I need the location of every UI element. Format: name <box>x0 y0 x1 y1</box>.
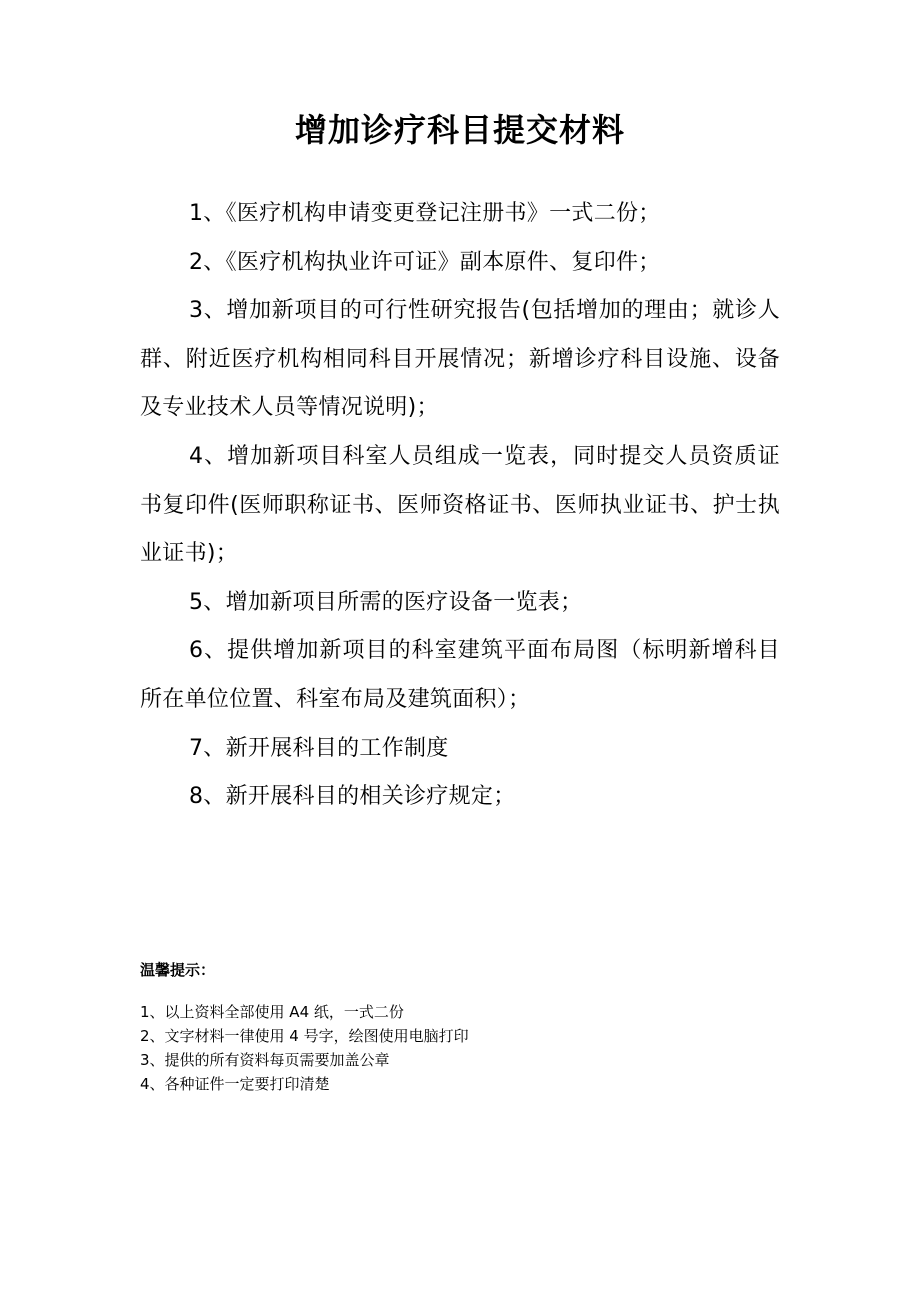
tip-item-3: 3、提供的所有资料每页需要加盖公章 <box>140 1051 390 1069</box>
tips-section <box>140 958 780 1096</box>
tip-item-4: 4、各种证件一定要打印清楚 <box>140 1075 330 1093</box>
material-item-1: 1、《医疗机构申请变更登记注册书》一式二份； <box>189 201 661 226</box>
tips-heading: 温馨提示： <box>140 961 216 979</box>
document-title: 增加诊疗科目提交材料 <box>294 111 625 149</box>
material-item-8: 8、新开展科目的相关诊疗规定； <box>189 784 516 810</box>
tip-item-1: 1、以上资料全部使用 A4 纸，一式二份 <box>140 1003 404 1021</box>
material-item-2: 2、《医疗机构执业许可证》副本原件、复印件； <box>189 249 661 275</box>
material-item-5: 5、增加新项目所需的医疗设备一览表； <box>189 589 583 615</box>
material-item-4: 4、增加新项目科室人员组成一览表，同时提交人员资质证书复印件(医师职称证书、医师资格证书、医师执业证书、护士执业证书)； <box>140 443 780 567</box>
materials-list <box>140 190 780 822</box>
tip-item-2: 2、文字材料一律使用 4 号字，绘图使用电脑打印 <box>140 1027 469 1045</box>
material-item-3: 3、增加新项目的可行性研究报告(包括增加的理由；就诊人群、附近医疗机构相同科目开展情况；新增诊疗科目设施、设备及专业技术人员等情况说明)； <box>140 298 780 421</box>
material-item-7: 7、新开展科目的工作制度 <box>189 735 449 761</box>
material-item-6: 6、提供增加新项目的科室建筑平面布局图（标明新增科目所在单位位置、科室布局及建筑面积）； <box>140 638 780 712</box>
